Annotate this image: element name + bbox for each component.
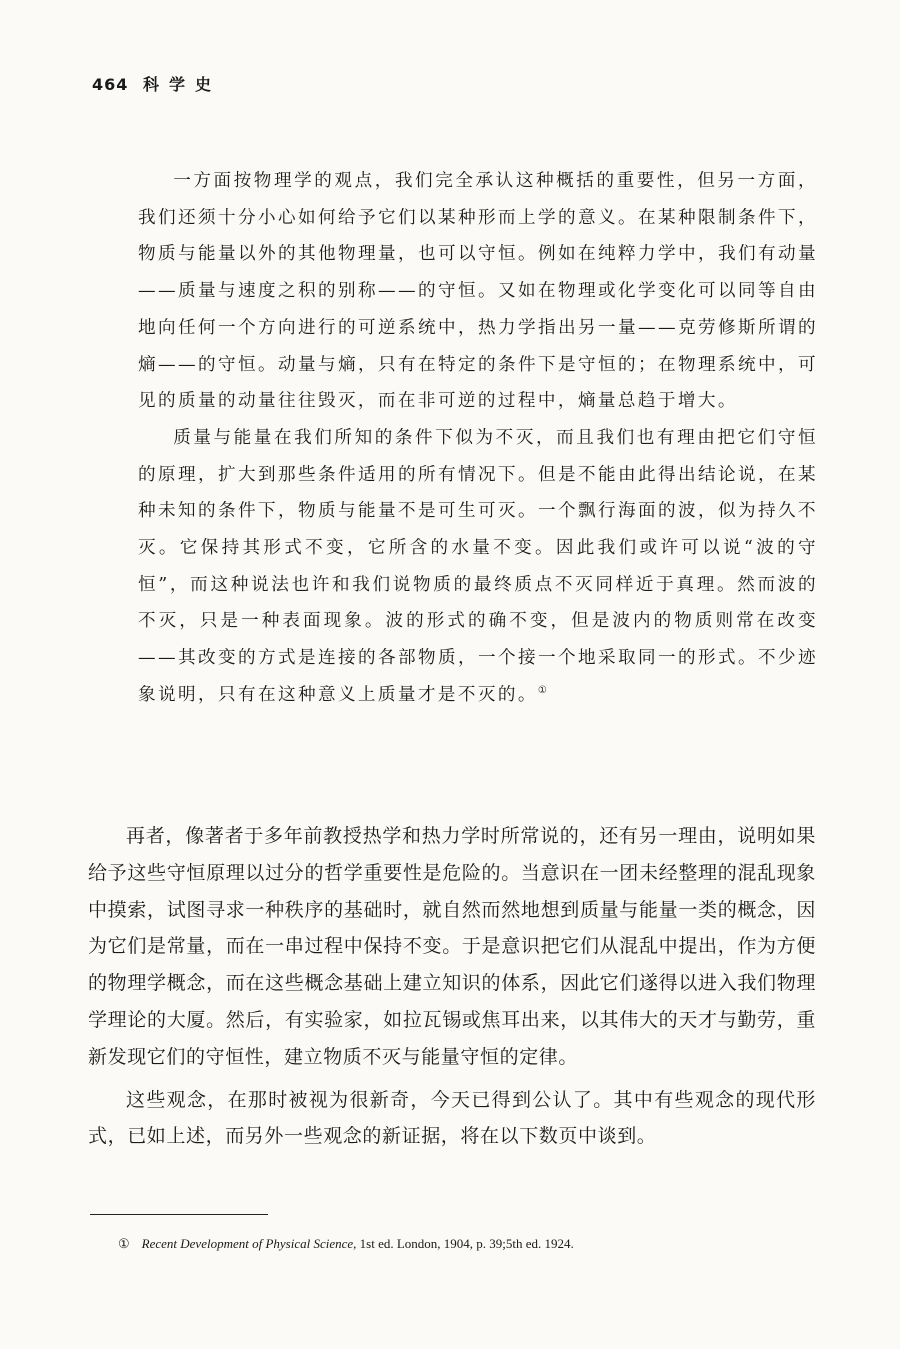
quote-paragraph-1: 一方面按物理学的观点，我们完全承认这种概括的重要性，但另一方面，我们还须十分小心如何给予它们以某种形而上学的意义。在某种限制条件下，物质与能量以外的其他物理量，也可以守恒。例如在纯粹力学中，我们有动量——质量与速度之积的别称——的守恒。又如在物理或化学变化可以同等自由地向任何一个方向进行的可逆系统中，热力学指出另一量——克劳修斯所谓的熵——的守恒。动量与熵，只有在特定的条件下是守恒的；在物理系统中，可见的质量的动量往往毁灭，而在非可逆的过程中，熵量总趋于增大。 (138, 171, 818, 412)
footnote-reference[interactable]: ① (537, 684, 550, 696)
body-paragraph-2: 这些观念，在那时被视为很新奇，今天已得到公认了。其中有些观念的现代形式，已如上述，而另外一些观念的新证据，将在以下数页中谈到。 (88, 1088, 816, 1148)
footnote-title: Recent Development of Physical Science (141, 1236, 354, 1251)
page-number: 464 (92, 75, 129, 94)
running-header (92, 72, 221, 95)
footnote-marker: ① (118, 1236, 130, 1251)
body-text (88, 818, 816, 1155)
quote-paragraph-2-text: 质量与能量在我们所知的条件下似为不灭，而且我们也有理由把它们守恒的原理，扩大到那些条件适用的所有情况下。但是不能由此得出结论说，在某种未知的条件下，物质与能量不是可生可灭。一个飘行海面的波，似为持久不灭。它保持其形式不变，它所含的水量不变。因此我们或许可以说“波的守恒”，而这种说法也许和我们说物质的最终质点不灭同样近于真理。然而波的不灭，只是一种表面现象。波的形式的确不变，但是波内的物质则常在改变——其改变的方式是连接的各部物质，一个接一个地采取同一的形式。不少迹象说明，只有在这种意义上质量才是不灭的。 (138, 427, 818, 705)
quote-paragraph-2 (138, 420, 818, 714)
book-title: 科学史 (142, 75, 221, 94)
footnote-details: , 1st ed. London, 1904, p. 39;5th ed. 1924. (353, 1236, 574, 1251)
block-quote (138, 163, 818, 714)
footnote (118, 1236, 574, 1252)
footnote-divider (90, 1214, 268, 1215)
body-paragraph-1: 再者，像著者于多年前教授热学和热力学时所常说的，还有另一理由，说明如果给予这些守恒原理以过分的哲学重要性是危险的。当意识在一团未经整理的混乱现象中摸索，试图寻求一种秩序的基础时，就自然而然地想到质量与能量一类的概念，因为它们是常量，而在一串过程中保持不变。于是意识把它们从混乱中提出，作为方便的物理学概念，而在这些概念基础上建立知识的体系，因此它们遂得以进入我们物理学理论的大厦。然后，有实验家，如拉瓦锡或焦耳出来，以其伟大的天才与勤劳，重新发现它们的守恒性，建立物质不灭与能量守恒的定律。 (88, 825, 816, 1068)
